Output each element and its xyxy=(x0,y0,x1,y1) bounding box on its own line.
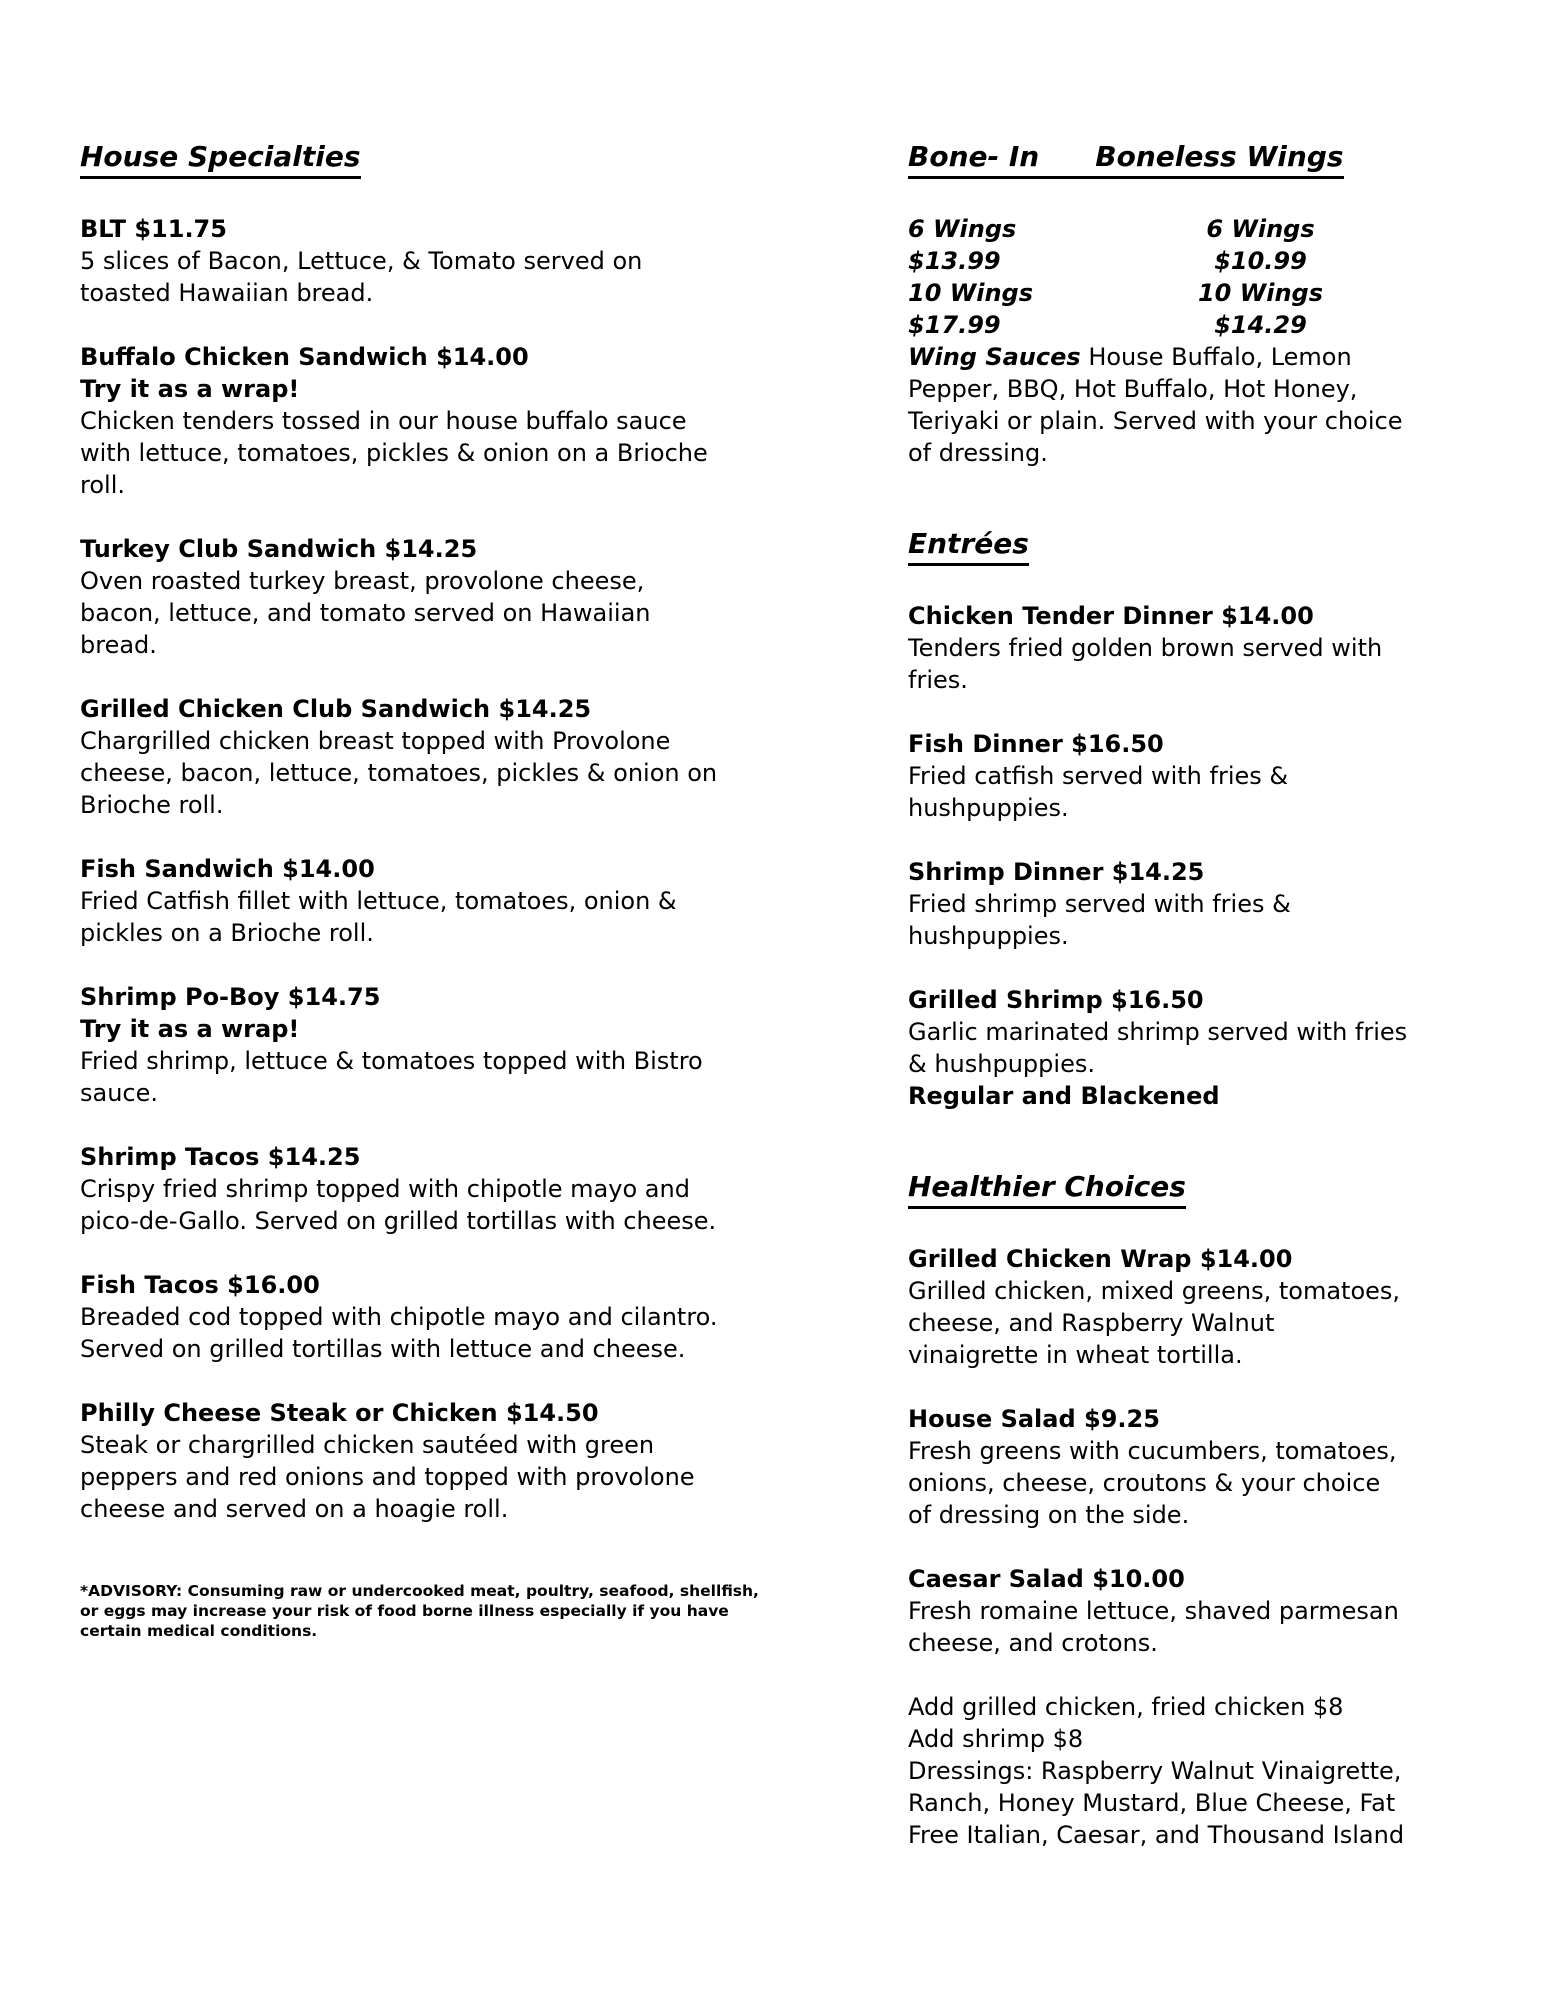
bone-in-6-wings-label: 6 Wings xyxy=(908,215,1017,243)
menu-item-grilled-shrimp xyxy=(908,984,1408,1112)
boneless-10-wings-label: 10 Wings xyxy=(1197,279,1323,307)
entrees-title: Entrées xyxy=(908,527,1029,566)
menu-item-chicken-tender-dinner xyxy=(908,600,1408,696)
item-desc: Fried Catfish fillet with lettuce, tomatoes, onion & pickles on a Brioche roll. xyxy=(80,887,677,947)
item-desc: Fried shrimp served with fries & hushpuppies. xyxy=(908,890,1291,950)
item-title: Fish Sandwich $14.00 xyxy=(80,855,375,883)
boneless-6-wings-label: 6 Wings xyxy=(1206,215,1315,243)
item-desc: Tenders fried golden brown served with fries. xyxy=(908,634,1383,694)
bone-in-10-wings-label: 10 Wings xyxy=(908,279,1034,307)
wings-heading-boneless: Boneless Wings xyxy=(1095,140,1344,173)
house-specialties-title: House Specialties xyxy=(80,140,361,179)
item-title: Grilled Chicken Club Sandwich $14.25 xyxy=(80,695,592,723)
menu-item-caesar-salad xyxy=(908,1563,1408,1659)
addons-block xyxy=(908,1691,1408,1851)
item-desc: Fresh romaine lettuce, shaved parmesan cheese, and crotons. xyxy=(908,1597,1399,1657)
advisory-note: *ADVISORY: Consuming raw or undercooked meat, poultry, seafood, shellfish, or eggs may increase your risk of food borne illness especially if you have certain medical conditions. xyxy=(80,1582,759,1640)
item-title: Grilled Chicken Wrap $14.00 xyxy=(908,1245,1293,1273)
item-title: Chicken Tender Dinner $14.00 xyxy=(908,602,1314,630)
item-desc: Fried catfish served with fries & hushpuppies. xyxy=(908,762,1289,822)
bone-in-10-wings-price: $17.99 xyxy=(908,311,1001,339)
item-desc: Oven roasted turkey breast, provolone cheese, bacon, lettuce, and tomato served on Hawaiian bread. xyxy=(80,567,651,659)
item-title: Fish Dinner $16.50 xyxy=(908,730,1164,758)
section-heading-entrees xyxy=(908,527,1408,566)
menu-item-shrimp-tacos xyxy=(80,1141,725,1237)
item-title: Philly Cheese Steak or Chicken $14.50 xyxy=(80,1399,599,1427)
addon-shrimp-line: Add shrimp $8 xyxy=(908,1725,1084,1753)
item-desc: 5 slices of Bacon, Lettuce, & Tomato served on toasted Hawaiian bread. xyxy=(80,247,643,307)
item-title: Shrimp Po-Boy $14.75 xyxy=(80,983,381,1011)
menu-item-buffalo-chicken-sandwich xyxy=(80,341,725,501)
menu-item-grilled-chicken-club xyxy=(80,693,725,821)
item-title: Shrimp Tacos $14.25 xyxy=(80,1143,361,1171)
menu-item-shrimp-dinner xyxy=(908,856,1408,952)
item-title: Grilled Shrimp $16.50 xyxy=(908,986,1204,1014)
item-title: BLT $11.75 xyxy=(80,215,227,243)
menu-item-philly-cheese-steak xyxy=(80,1397,725,1525)
boneless-10-wings-price: $14.29 xyxy=(1214,311,1307,339)
section-heading-house-specialties xyxy=(80,140,725,179)
item-title: Caesar Salad $10.00 xyxy=(908,1565,1185,1593)
item-title: Turkey Club Sandwich $14.25 xyxy=(80,535,478,563)
wing-sauces-line xyxy=(908,341,1408,469)
menu-item-turkey-club xyxy=(80,533,725,661)
item-title: Shrimp Dinner $14.25 xyxy=(908,858,1205,886)
item-desc: Fried shrimp, lettuce & tomatoes topped with Bistro sauce. xyxy=(80,1047,703,1107)
menu-item-fish-sandwich xyxy=(80,853,725,949)
section-heading-healthier-choices xyxy=(908,1170,1408,1209)
menu-item-shrimp-po-boy xyxy=(80,981,725,1109)
addon-grilled-chicken-line: Add grilled chicken, fried chicken $8 xyxy=(908,1693,1344,1721)
healthier-choices-title: Healthier Choices xyxy=(908,1170,1186,1209)
item-desc: Fresh greens with cucumbers, tomatoes, onions, cheese, croutons & your choice of dressing on the side. xyxy=(908,1437,1397,1529)
wings-heading xyxy=(908,140,1344,179)
wing-sauces-text: House Buffalo, Lemon Pepper, BBQ, Hot Buffalo, Hot Honey, Teriyaki or plain. Served with your choice of dressing. xyxy=(908,343,1403,467)
bone-in-6-wings-price: $13.99 xyxy=(908,247,1001,275)
wing-sauces-label: Wing Sauces xyxy=(908,343,1081,371)
menu-item-house-salad xyxy=(908,1403,1408,1531)
item-desc: Chicken tenders tossed in our house buffalo sauce with lettuce, tomatoes, pickles & onion on a Brioche roll. xyxy=(80,407,708,499)
section-heading-wings xyxy=(908,140,1408,179)
item-title: House Salad $9.25 xyxy=(908,1405,1160,1433)
menu-item-fish-tacos xyxy=(80,1269,725,1365)
boneless-6-wings-price: $10.99 xyxy=(1214,247,1307,275)
item-desc: Garlic marinated shrimp served with fries & hushpuppies. xyxy=(908,1018,1408,1078)
item-desc: Steak or chargrilled chicken sautéed with green peppers and red onions and topped with provolone cheese and served on a hoagie roll. xyxy=(80,1431,695,1523)
menu-item-grilled-chicken-wrap xyxy=(908,1243,1408,1371)
menu-item-blt xyxy=(80,213,725,309)
item-desc: Breaded cod topped with chipotle mayo and cilantro. Served on grilled tortillas with lettuce and cheese. xyxy=(80,1303,718,1363)
dressings-line: Dressings: Raspberry Walnut Vinaigrette, Ranch, Honey Mustard, Blue Cheese, Fat Free Italian, Caesar, and Thousand Island xyxy=(908,1757,1405,1849)
item-title: Fish Tacos $16.00 xyxy=(80,1271,320,1299)
item-desc: Chargrilled chicken breast topped with Provolone cheese, bacon, lettuce, tomatoes, pickles & onion on Brioche roll. xyxy=(80,727,718,819)
item-desc: Crispy fried shrimp topped with chipotle mayo and pico-de-Gallo. Served on grilled tortillas with cheese. xyxy=(80,1175,717,1235)
item-desc: Grilled chicken, mixed greens, tomatoes, cheese, and Raspberry Walnut vinaigrette in wheat tortilla. xyxy=(908,1277,1401,1369)
right-column xyxy=(908,140,1408,1851)
wings-price-table xyxy=(908,213,1408,341)
menu-item-fish-dinner xyxy=(908,728,1408,824)
item-subtitle: Try it as a wrap! xyxy=(80,1015,300,1043)
left-column xyxy=(80,140,759,1641)
item-title: Buffalo Chicken Sandwich $14.00 xyxy=(80,343,529,371)
item-variant-note: Regular and Blackened xyxy=(908,1082,1220,1110)
wings-heading-bone-in: Bone- In xyxy=(908,140,1040,173)
item-subtitle: Try it as a wrap! xyxy=(80,375,300,403)
